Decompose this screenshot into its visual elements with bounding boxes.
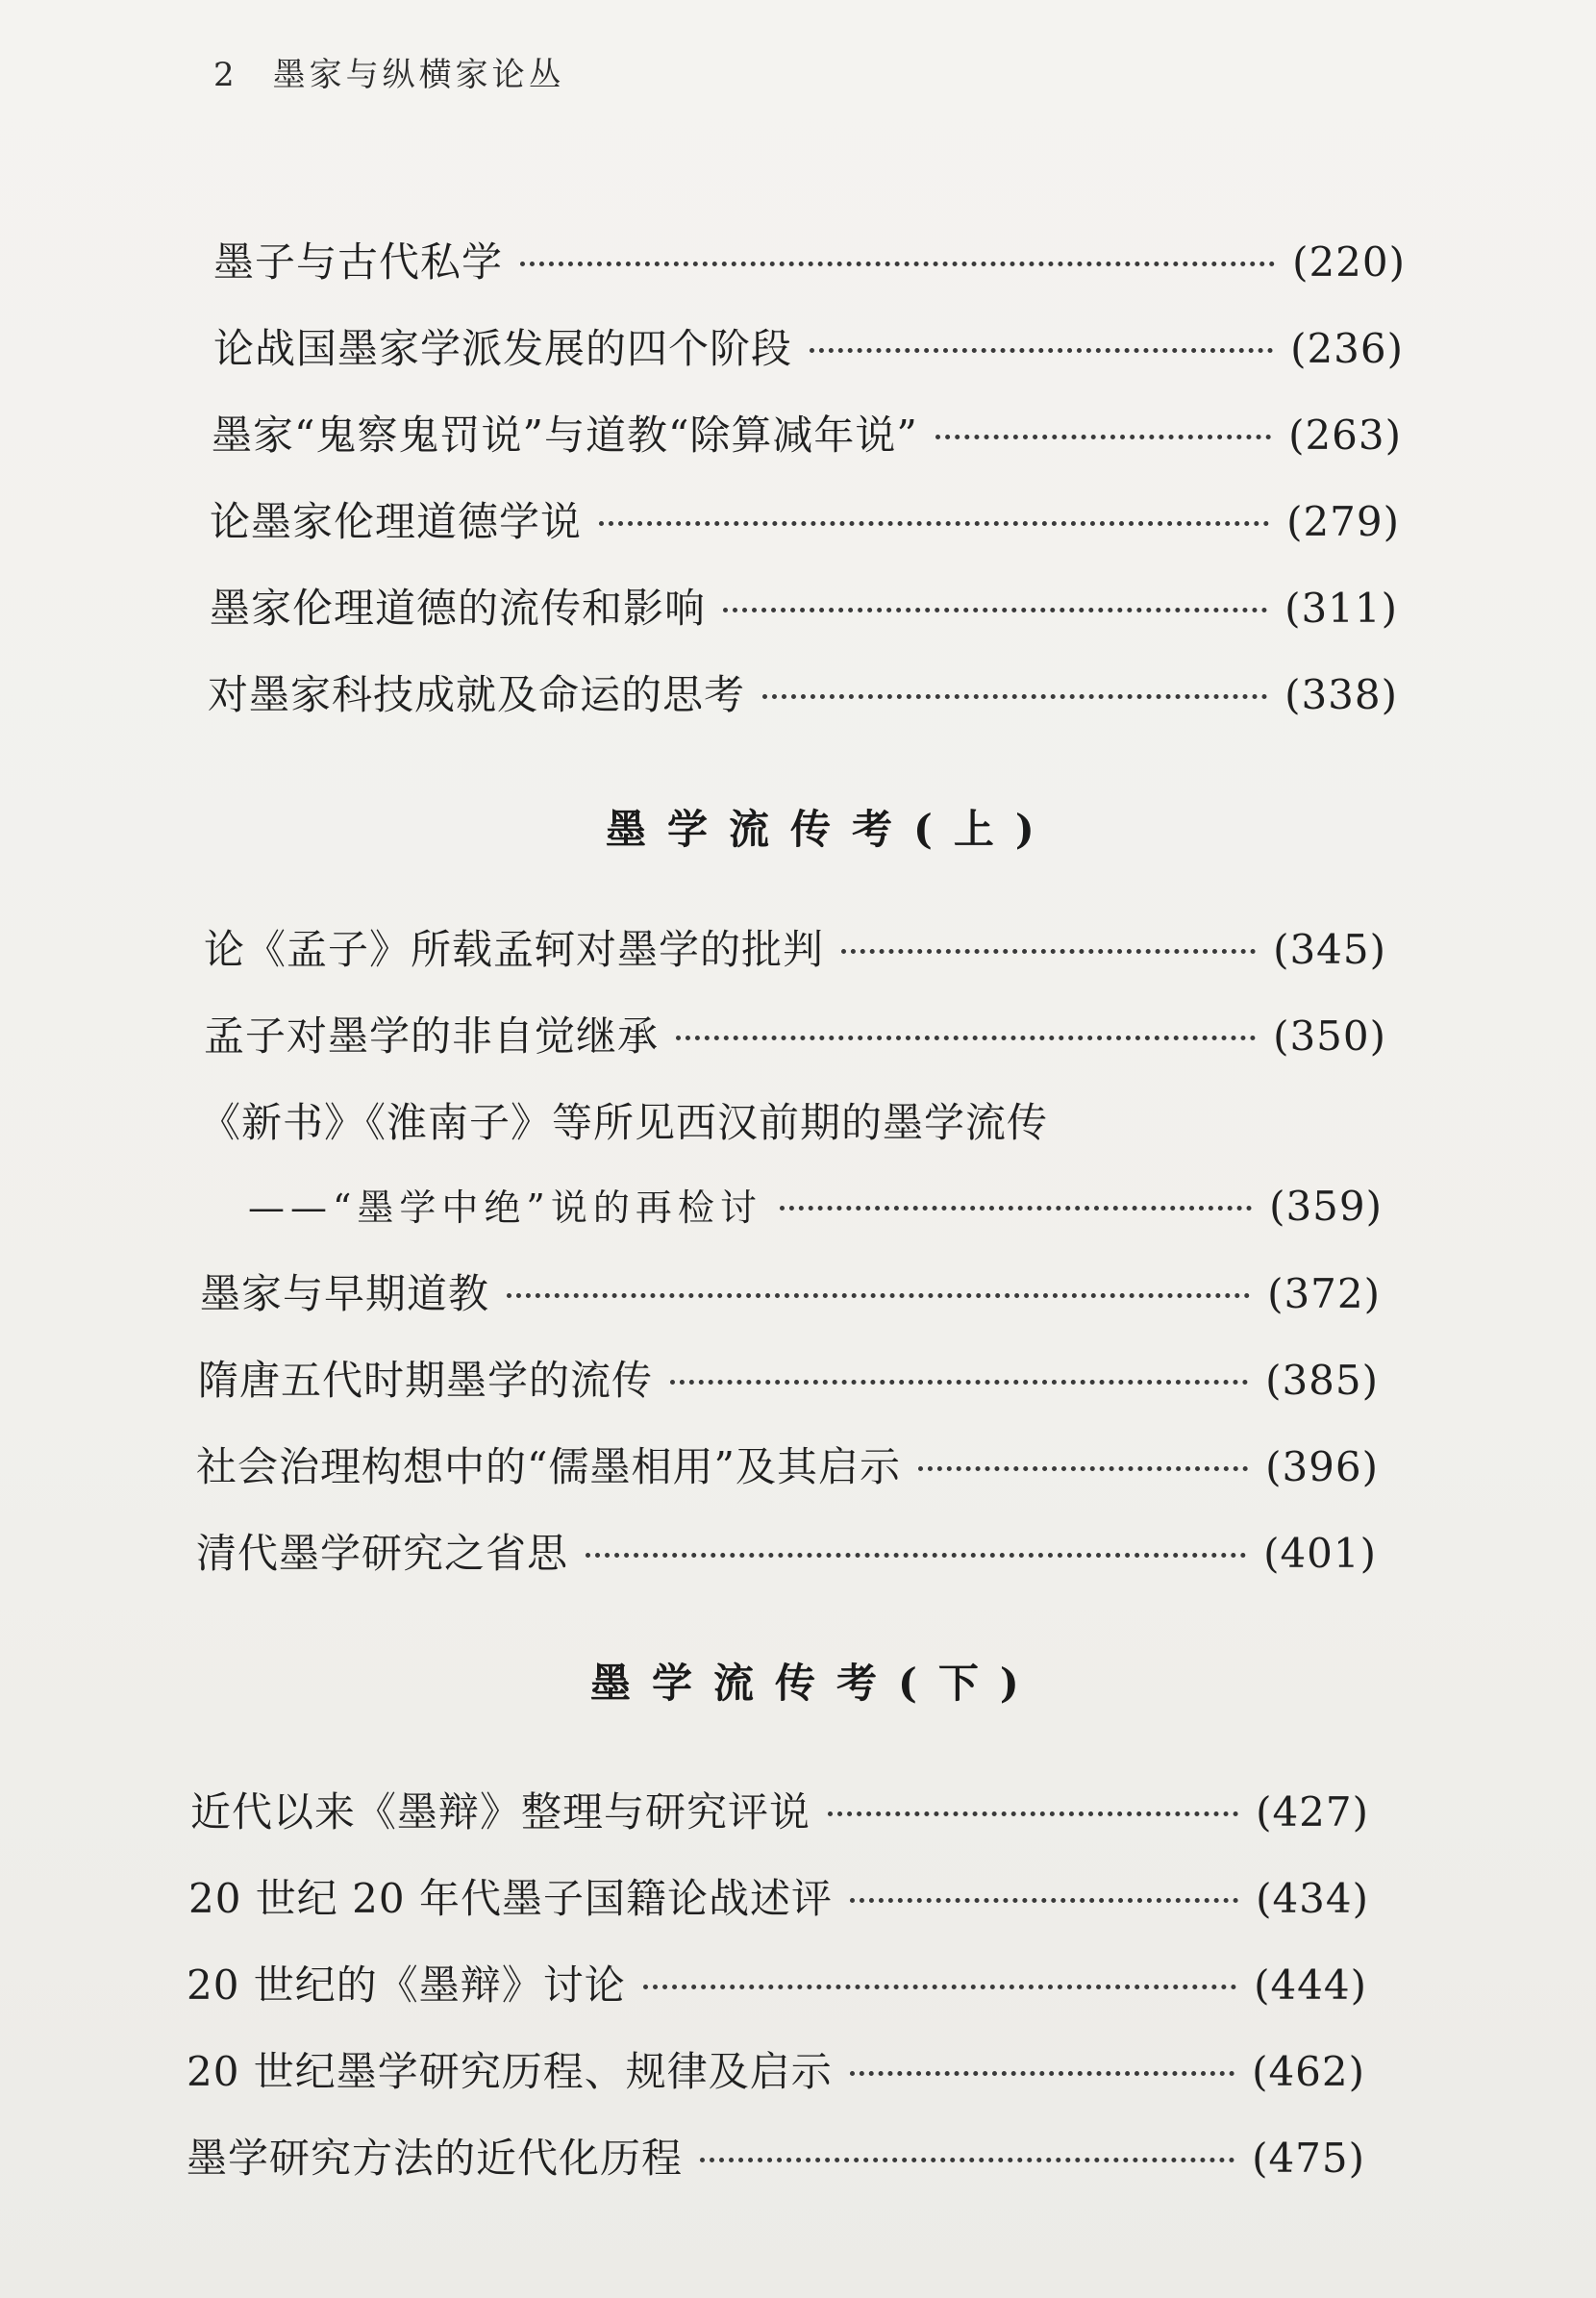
toc-entry [213,317,1404,375]
section-heading-lower: 墨学流传考(下) [590,1660,1040,1707]
toc-entry [204,1005,1386,1062]
toc-entry [188,1867,1369,1925]
toc-entry-title: 20 世纪墨学研究历程、规律及启示 [187,2048,833,2095]
toc-entry [204,918,1386,976]
toc-entry-page: (236) [1290,325,1404,372]
toc-entry [196,1436,1379,1493]
toc-entry-title: 社会治理构想中的“儒墨相用”及其启示 [196,1443,901,1490]
toc-entry-title-line: 《新书》《淮南子》等所见西汉前期的墨学流传 [200,1099,1049,1146]
toc-entry [213,231,1406,288]
header-book-title: 墨家与纵横家论丛 [272,56,565,94]
toc-entry-title: 孟子对墨学的非自觉继承 [204,1012,660,1060]
dot-leader [700,2158,1234,2162]
toc-entry [196,1522,1377,1580]
toc-entry-title: 隋唐五代时期墨学的流传 [198,1357,654,1404]
toc-entry-page: (462) [1252,2048,1365,2095]
dot-leader [507,1293,1250,1298]
toc-entry-title: 墨子与古代私学 [213,238,504,286]
toc-entry-page: (263) [1288,412,1402,459]
toc-entry-title: 近代以来《墨辩》整理与研究评说 [190,1788,811,1836]
dot-leader [762,694,1267,699]
dot-leader [520,262,1275,266]
toc-entry [187,2127,1365,2185]
toc-entry-title: 对墨家科技成就及命运的思考 [208,671,746,718]
toc-entry-page: (401) [1263,1530,1377,1577]
header-page-number: 2 [213,56,238,94]
toc-entry-subtitle [248,1178,1383,1231]
toc-entry-page: (396) [1265,1443,1379,1490]
toc-entry-title: 墨家与早期道教 [200,1270,490,1317]
toc-entry-title: 墨家“鬼察鬼罚说”与道教“除算减年说” [212,412,918,459]
toc-entry [208,663,1398,721]
toc-entry-title: 论战国墨家学派发展的四个阶段 [213,325,793,372]
toc-entry-title: ——“墨学中绝”说的再检讨 [248,1186,762,1229]
dot-leader [935,435,1271,439]
toc-entry [210,490,1400,548]
toc-entry-page: (359) [1269,1183,1383,1230]
toc-entry [190,1781,1369,1838]
dot-leader [850,2071,1234,2076]
toc-entry-page: (350) [1273,1012,1386,1060]
toc-entry-page: (427) [1256,1788,1369,1836]
toc-entry-page: (311) [1284,585,1398,632]
toc-entry-title: 论《孟子》所载孟轲对墨学的批判 [204,926,825,973]
section-heading-upper: 墨学流传考(上) [606,806,1056,853]
toc-entry-title: 清代墨学研究之省思 [196,1530,569,1577]
dot-leader [723,608,1267,612]
dot-leader [599,521,1269,526]
toc-entry-page: (345) [1273,926,1386,973]
running-head [213,48,565,95]
toc-entry [200,1262,1381,1320]
toc-entry [212,404,1402,462]
dot-leader [810,348,1273,353]
toc-entry [210,577,1398,635]
toc-entry-page: (434) [1256,1875,1369,1922]
dot-leader [828,1811,1238,1816]
toc-entry-page: (279) [1286,498,1400,545]
dot-leader [676,1036,1256,1040]
toc-entry-title: 论墨家伦理道德学说 [210,498,583,545]
dot-leader [780,1206,1252,1211]
toc-entry-page: (385) [1265,1357,1379,1404]
toc-entry-page: (475) [1252,2135,1365,2182]
toc-entry-title: 墨家伦理道德的流传和影响 [210,585,707,632]
toc-entry-page: (444) [1254,1961,1367,2009]
toc-entry-page: (372) [1267,1270,1381,1317]
dot-leader [918,1466,1248,1471]
dot-leader [670,1380,1248,1385]
toc-entry-title: 20 世纪 20 年代墨子国籍论战述评 [188,1875,833,1922]
toc-entry [198,1349,1379,1407]
dot-leader [643,1985,1236,1989]
toc-entry-page: (338) [1284,671,1398,718]
toc-entry-title: 20 世纪的《墨辩》讨论 [187,1961,626,2009]
toc-entry-title: 墨学研究方法的近代化历程 [187,2135,684,2182]
toc-entry [187,1954,1367,2011]
dot-leader [850,1898,1238,1903]
toc-entry [187,2040,1365,2098]
dot-leader [841,949,1256,954]
dot-leader [586,1553,1246,1558]
toc-entry-page: (220) [1292,238,1406,286]
